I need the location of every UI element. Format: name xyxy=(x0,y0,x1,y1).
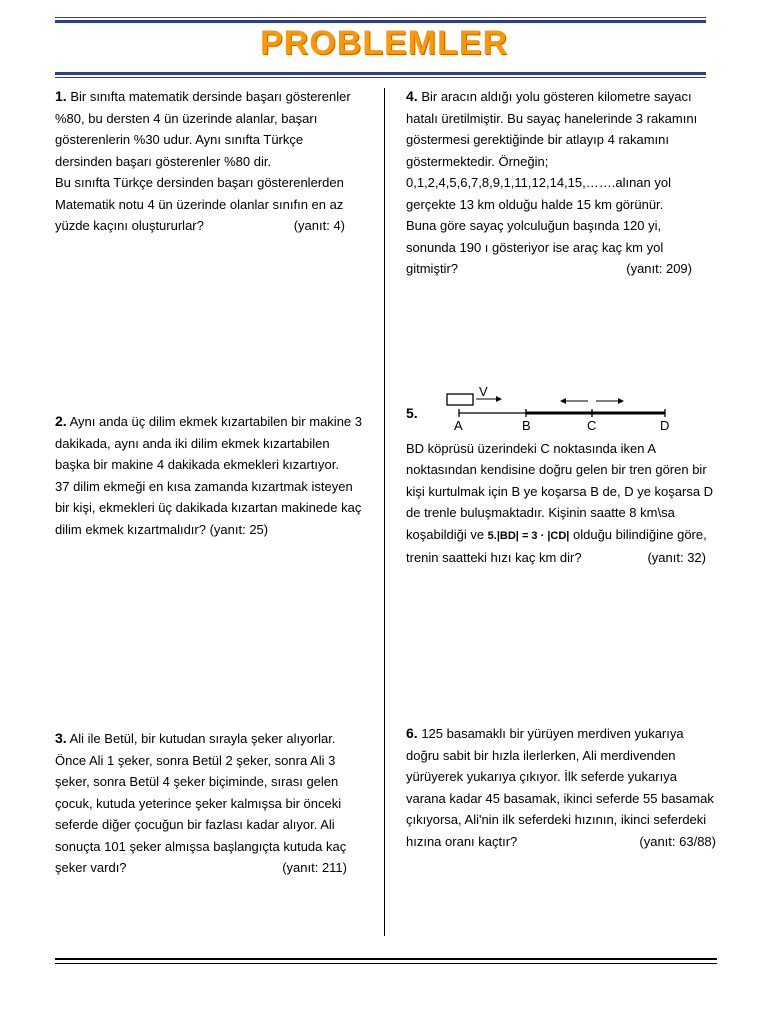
problem-line xyxy=(406,258,692,280)
answer-label: (yanıt: 4) xyxy=(293,218,345,233)
problem-text: Bir sınıfta matematik dersinde başarı gösterenler xyxy=(70,89,351,104)
problem-number: 4. xyxy=(406,88,418,104)
point-a-label: A xyxy=(454,418,463,433)
problem-line: de trenle buluşmaktadır. Kişinin saatte 8 km\sa xyxy=(406,505,675,520)
problem-2 xyxy=(55,411,365,540)
point-c-label: C xyxy=(587,418,597,433)
problem-line xyxy=(406,547,706,569)
problem-text: yüzde kaçını oluştururlar? xyxy=(55,218,204,233)
problem-line: yürüyerek yukarıya çıkıyor. İlk seferde yukarıya xyxy=(406,769,677,784)
problem-line: BD köprüsü üzerindeki C noktasında iken A xyxy=(406,440,657,456)
problem-line xyxy=(55,411,365,433)
answer-label: (yanıt: 32) xyxy=(647,550,706,565)
problem-line: doğru sabit bir hızla ilerlerken, Ali merdivenden xyxy=(406,747,676,763)
problem-line xyxy=(406,723,716,745)
problem-line: başka bir makine 4 dakikada ekmekleri kızartıyor. xyxy=(55,457,339,472)
problem-line: Matematik notu 4 ün üzerinde olanlar sınıfın en az xyxy=(55,196,344,212)
formula: 5.|BD| = 3 · |CD| xyxy=(487,529,570,542)
problem-text: gitmiştir? xyxy=(406,261,459,276)
problem-line: varana kadar 45 basamak, ikinci seferde 55 basamak xyxy=(406,790,714,806)
problem-text: hızına oranı kaçtır? xyxy=(406,833,518,849)
problem-line xyxy=(55,857,347,879)
header-rule-bottom-thick xyxy=(55,72,706,75)
problem-1 xyxy=(55,86,351,237)
problem-line: Buna göre sayaç yolculuğun başında 120 yi, xyxy=(406,218,662,233)
velocity-label: V xyxy=(479,384,488,399)
point-d-label: D xyxy=(660,418,670,433)
spacer xyxy=(406,425,706,438)
problem-text: koşabildiği ve xyxy=(406,526,485,542)
footer-rule-thick xyxy=(55,958,717,960)
problem-5 xyxy=(406,403,714,569)
problem-line: çocuk, kutuda yeterince şeker kalmışsa bir önceki xyxy=(55,795,342,811)
problem-number: 1. xyxy=(55,88,67,104)
problem-line: dilim ekmek kızartmalıdır? (yanıt: 25) xyxy=(55,521,269,537)
problem-text: Bir aracın aldığı yolu gösteren kilometre sayacı xyxy=(421,89,692,104)
problem-number: 2. xyxy=(55,413,67,429)
problem-line: kişi kurtulmak için B ye koşarsa B de, D ye koşarsa D xyxy=(406,483,714,499)
problem-line: 0,1,2,4,5,6,7,8,9,1,11,12,14,15,…….alınan yol xyxy=(406,175,672,190)
answer-label: (yanıt: 211) xyxy=(282,860,347,875)
problem-line xyxy=(406,403,706,425)
problem-line: %80, bu dersten 4 ün üzerinde alanlar, başarı xyxy=(55,110,318,126)
problem-line: göstermektedir. Örneğin; xyxy=(406,153,549,169)
problem-line: şeker, sonra Betül 4 şeker biçiminde, sırası gelen xyxy=(55,774,339,789)
problem-line: Önce Ali 1 şeker, sonra Betül 2 şeker, sonra Ali 3 xyxy=(55,752,336,768)
problem-line: gösterenlerin %30 udur. Aynı sınıfta Türkçe xyxy=(55,132,304,147)
problem-line: seferde diğer çocuğun bir fazlası kadar alıyor. Ali xyxy=(55,817,335,832)
point-b-label: B xyxy=(522,418,531,433)
header-rule-bottom-thin xyxy=(55,77,706,78)
footer-rule-thin xyxy=(55,963,717,964)
problem-text: trenin saatteki hızı kaç km dir? xyxy=(406,550,582,565)
problem-text: Aynı anda üç dilim ekmek kızartabilen bir makine 3 xyxy=(69,414,362,429)
header-rule-top-thick xyxy=(55,20,706,23)
page-title: PROBLEMLER xyxy=(260,24,508,62)
problem-text: olduğu bilindiğine göre, xyxy=(573,526,707,542)
velocity-arrow-head xyxy=(496,396,502,402)
problem-line: dakikada, aynı anda iki dilim ekmek kızartabilen xyxy=(55,435,330,451)
problem-line xyxy=(55,728,347,750)
column-divider xyxy=(384,88,385,936)
problem-line: göstermesi gerektiğinde bir atlayıp 4 rakamını xyxy=(406,132,670,147)
problem-text: 125 basamaklı bir yürüyen merdiven yukarıya xyxy=(421,726,684,741)
problem-number: 3. xyxy=(55,730,67,746)
problem-line xyxy=(406,86,692,108)
problem-line: 37 dilim ekmeği en kısa zamanda kızartmak isteyen xyxy=(55,478,353,494)
problem-line xyxy=(55,215,345,237)
problem-line: sonuçta 101 şeker almışsa başlangıçta kutuda kaç xyxy=(55,838,347,854)
problem-line: sonunda 190 ı gösteriyor ise araç kaç km yol xyxy=(406,239,664,255)
problem-line: noktasından kendisine doğru gelen bir tren gören bir xyxy=(406,462,707,477)
problem-number: 6. xyxy=(406,725,418,741)
problem-line: Bu sınıfta Türkçe dersinden başarı gösterenlerden xyxy=(55,175,344,190)
answer-label: (yanıt: 63/88) xyxy=(639,833,716,849)
problem-line: bir kişi, ekmekleri üç dakikada kızartan makinede kaç xyxy=(55,500,362,515)
problem-line xyxy=(55,86,351,108)
problem-line: dersinden başarı gösterenler %80 dir. xyxy=(55,153,272,169)
problem-text: şeker vardı? xyxy=(55,860,127,875)
problem-line xyxy=(406,831,716,853)
header-rule-top-thin xyxy=(55,17,706,18)
problem-text: Ali ile Betül, bir kutudan sırayla şeker alıyorlar. xyxy=(69,731,336,746)
answer-label: (yanıt: 209) xyxy=(626,261,692,276)
problem-6 xyxy=(406,723,716,852)
problem-3 xyxy=(55,728,347,879)
problem-number: 5. xyxy=(406,405,418,421)
problem-4 xyxy=(406,86,698,280)
problem-line: çıkıyorsa, Ali'nin ilk seferdeki hızının, ikinci seferdeki xyxy=(406,812,707,827)
problem-line: gerçekte 13 km olduğu halde 15 km görünür. xyxy=(406,196,664,212)
problem-line xyxy=(406,524,706,548)
problem-line: hatalı üretilmiştir. Bu sayaç hanelerinde 3 rakamını xyxy=(406,110,698,126)
